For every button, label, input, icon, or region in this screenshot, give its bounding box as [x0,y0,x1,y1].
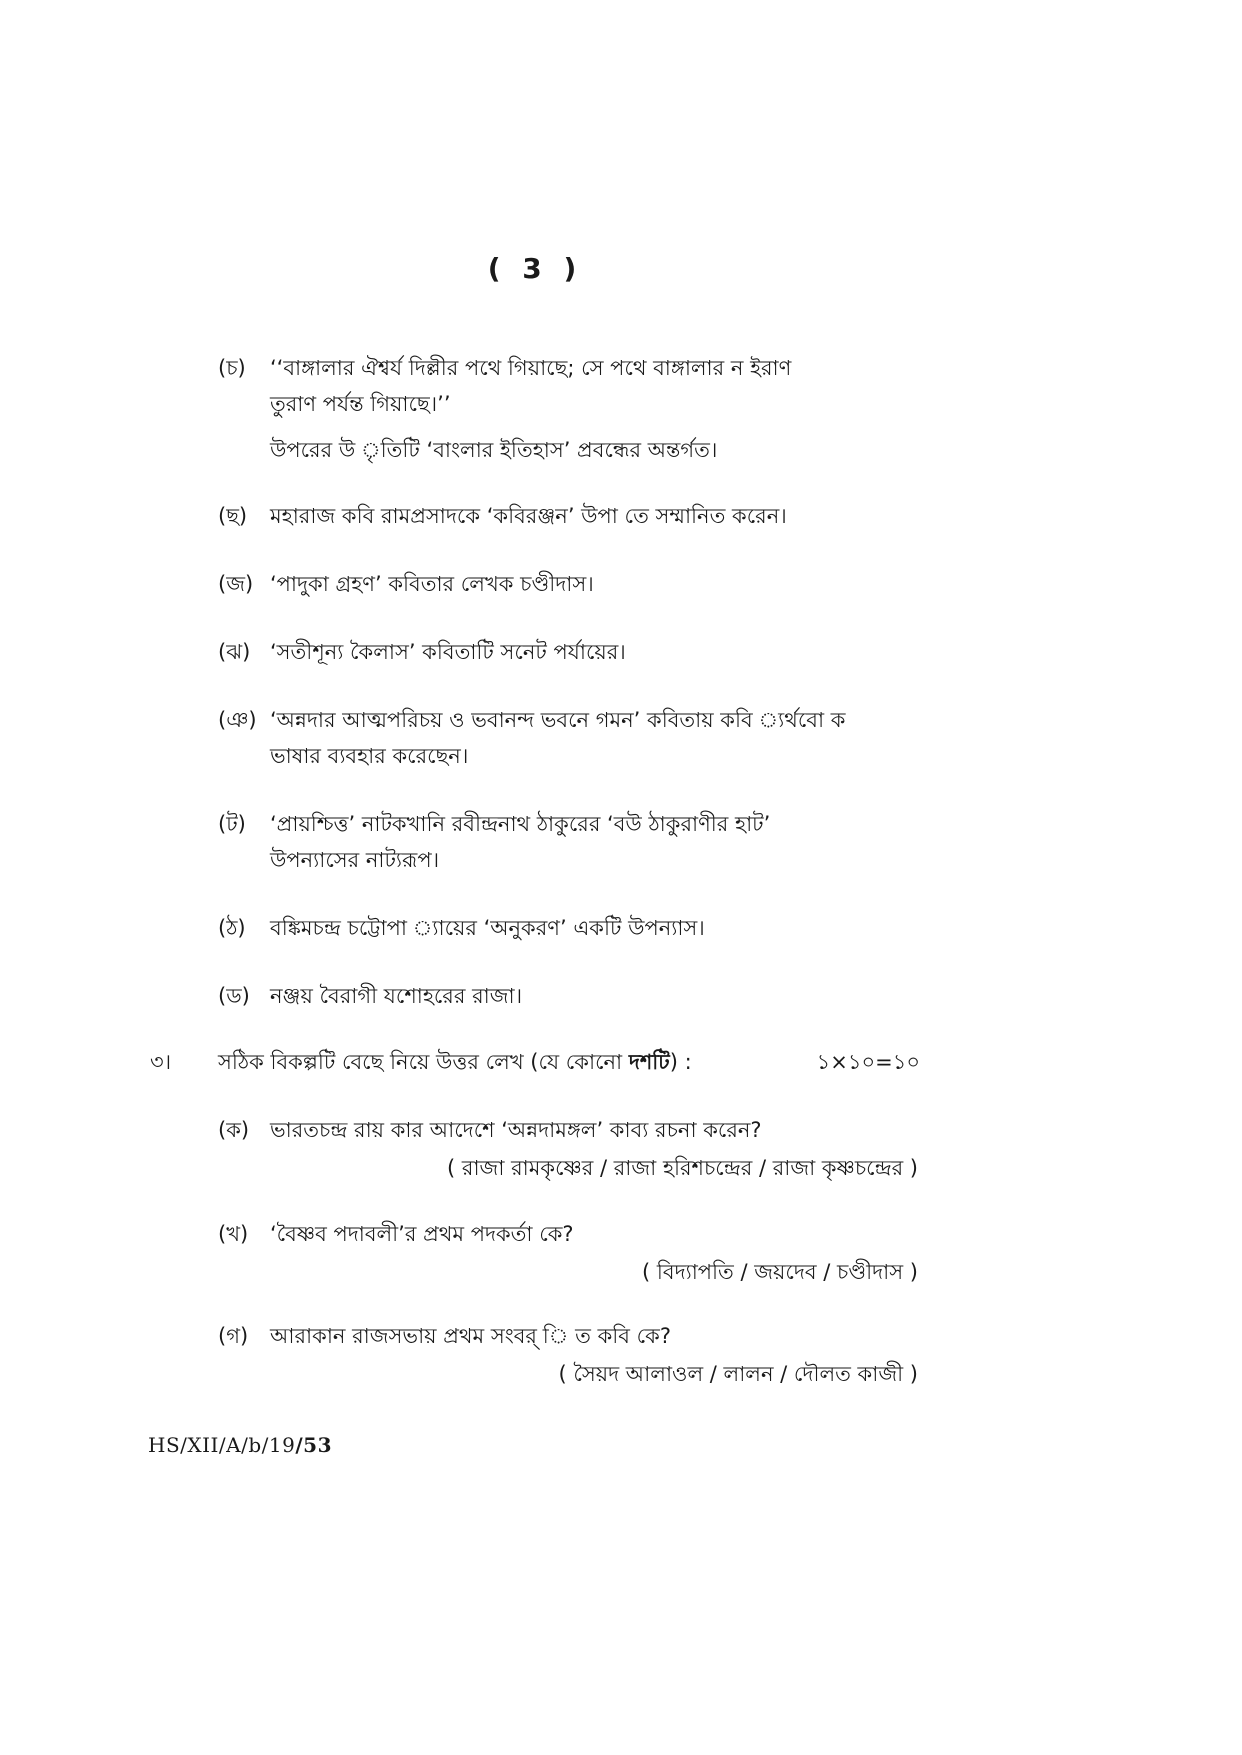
statement-label: (ঝ) [218,640,251,664]
paper-code-text: HS/XII/A/b/19 [148,1433,296,1457]
statement-label: (চ) [218,356,246,380]
statement-line: ‘অন্নদার আত্মপরিচয় ও ভবানন্দ ভবনে গমন’ কবিতায় কবি ্যর্থবো ক [270,708,846,732]
statement-line: ‘‘বাঙ্গালার ঐশ্বর্য দিল্লীর পথে গিয়াছে; সে পথে বাঙ্গালার ন ইরাণ [270,356,792,380]
statement-label: (জ) [218,572,254,596]
statement-line: ভাষার ব্যবহার করেছেন। [270,744,469,768]
page-number: ( 3 ) [487,252,583,285]
statement-text [270,566,918,602]
statement-text [270,806,918,878]
statement-text [270,978,918,1014]
statement-note: উপরের উ ৃতিটি ‘বাংলার ইতিহাস’ প্রবন্ধের অন্তর্গত। [270,438,718,462]
statement-ta [218,806,918,878]
paper-code-number: /53 [295,1433,332,1457]
statement-text [270,350,918,422]
statement-label: (ঠ) [218,916,246,940]
mcq-options: ( রাজা রামকৃষ্ণের / রাজা হরিশচন্দ্রের / রাজা কৃষ্ণচন্দ্রের ) [447,1156,918,1180]
mcq-label: (গ) [218,1324,249,1348]
instruction-end: ) : [669,1050,692,1074]
mcq-ga [218,1318,918,1392]
statement-line: ‘সতীশূন্য কৈলাস’ কবিতাটি সনেট পর্যায়ের। [270,640,626,664]
statement-label: (ছ) [218,504,248,528]
paper-code [148,1433,332,1457]
mcq-options: ( বিদ্যাপতি / জয়দেব / চণ্ডীদাস ) [642,1260,918,1284]
mcq-question: ‘বৈষ্ণব পদাবলী’র প্রথম পদকর্তা কে? [270,1222,574,1246]
mcq-question: আরাকান রাজসভায় প্রথম সংবর্ ি ত কবি কে? [270,1324,671,1348]
statement-line: নঞ্জয় বৈরাগী যশোহরের রাজা। [270,984,523,1008]
instruction-text: সঠিক বিকল্পটি বেছে নিয়ে উত্তর লেখ (যে কোনো [218,1050,629,1074]
statement-label: (ট) [218,812,246,836]
statement-line: ‘পাদুকা গ্রহণ’ কবিতার লেখক চণ্ডীদাস। [270,572,594,596]
statement-line: উপন্যাসের নাট্যরূপ। [270,848,440,872]
mcq-ka [218,1112,918,1186]
question-instruction [218,1044,692,1080]
statement-ja [218,566,918,602]
statement-label: (ঞ) [218,708,257,732]
mcq-label: (খ) [218,1222,249,1246]
statement-text [270,910,918,946]
statement-text [270,702,918,774]
statement-nya [218,702,918,774]
statement-label: (ড) [218,984,250,1008]
mcq-options: ( সৈয়দ আলাওল / লালন / দৌলত কাজী ) [558,1362,918,1386]
mcq-question: ভারতচন্দ্র রায় কার আদেশে ‘অন্নদামঙ্গল’ কাব্য রচনা করেন? [270,1118,762,1142]
statement-jha [218,634,918,670]
question-number: ৩। [150,1050,172,1074]
statement-line: ‘প্রায়শ্চিত্ত’ নাটকখানি রবীন্দ্রনাথ ঠাকুরের ‘বউ ঠাকুরাণীর হাট’ [270,812,771,836]
statement-line: তুরাণ পর্যন্ত গিয়াছে।’’ [270,392,451,416]
statement-text [270,634,918,670]
statement-text [270,498,918,534]
question-marks: ১×১০=১০ [816,1050,920,1074]
mcq-label: (ক) [218,1118,250,1142]
instruction-emphasis: দশটি [628,1050,670,1074]
statement-line: মহারাজ কবি রামপ্রসাদকে ‘কবিরঞ্জন’ উপা তে সম্মানিত করেন। [270,504,787,528]
statement-chha [218,498,918,534]
statement-tha [218,910,918,946]
mcq-kha [218,1216,918,1290]
statement-line: বঙ্কিমচন্দ্র চট্টোপা ্যায়ের ‘অনুকরণ’ একটি উপন্যাস। [270,916,705,940]
statement-cha [218,350,918,468]
statement-da [218,978,918,1014]
